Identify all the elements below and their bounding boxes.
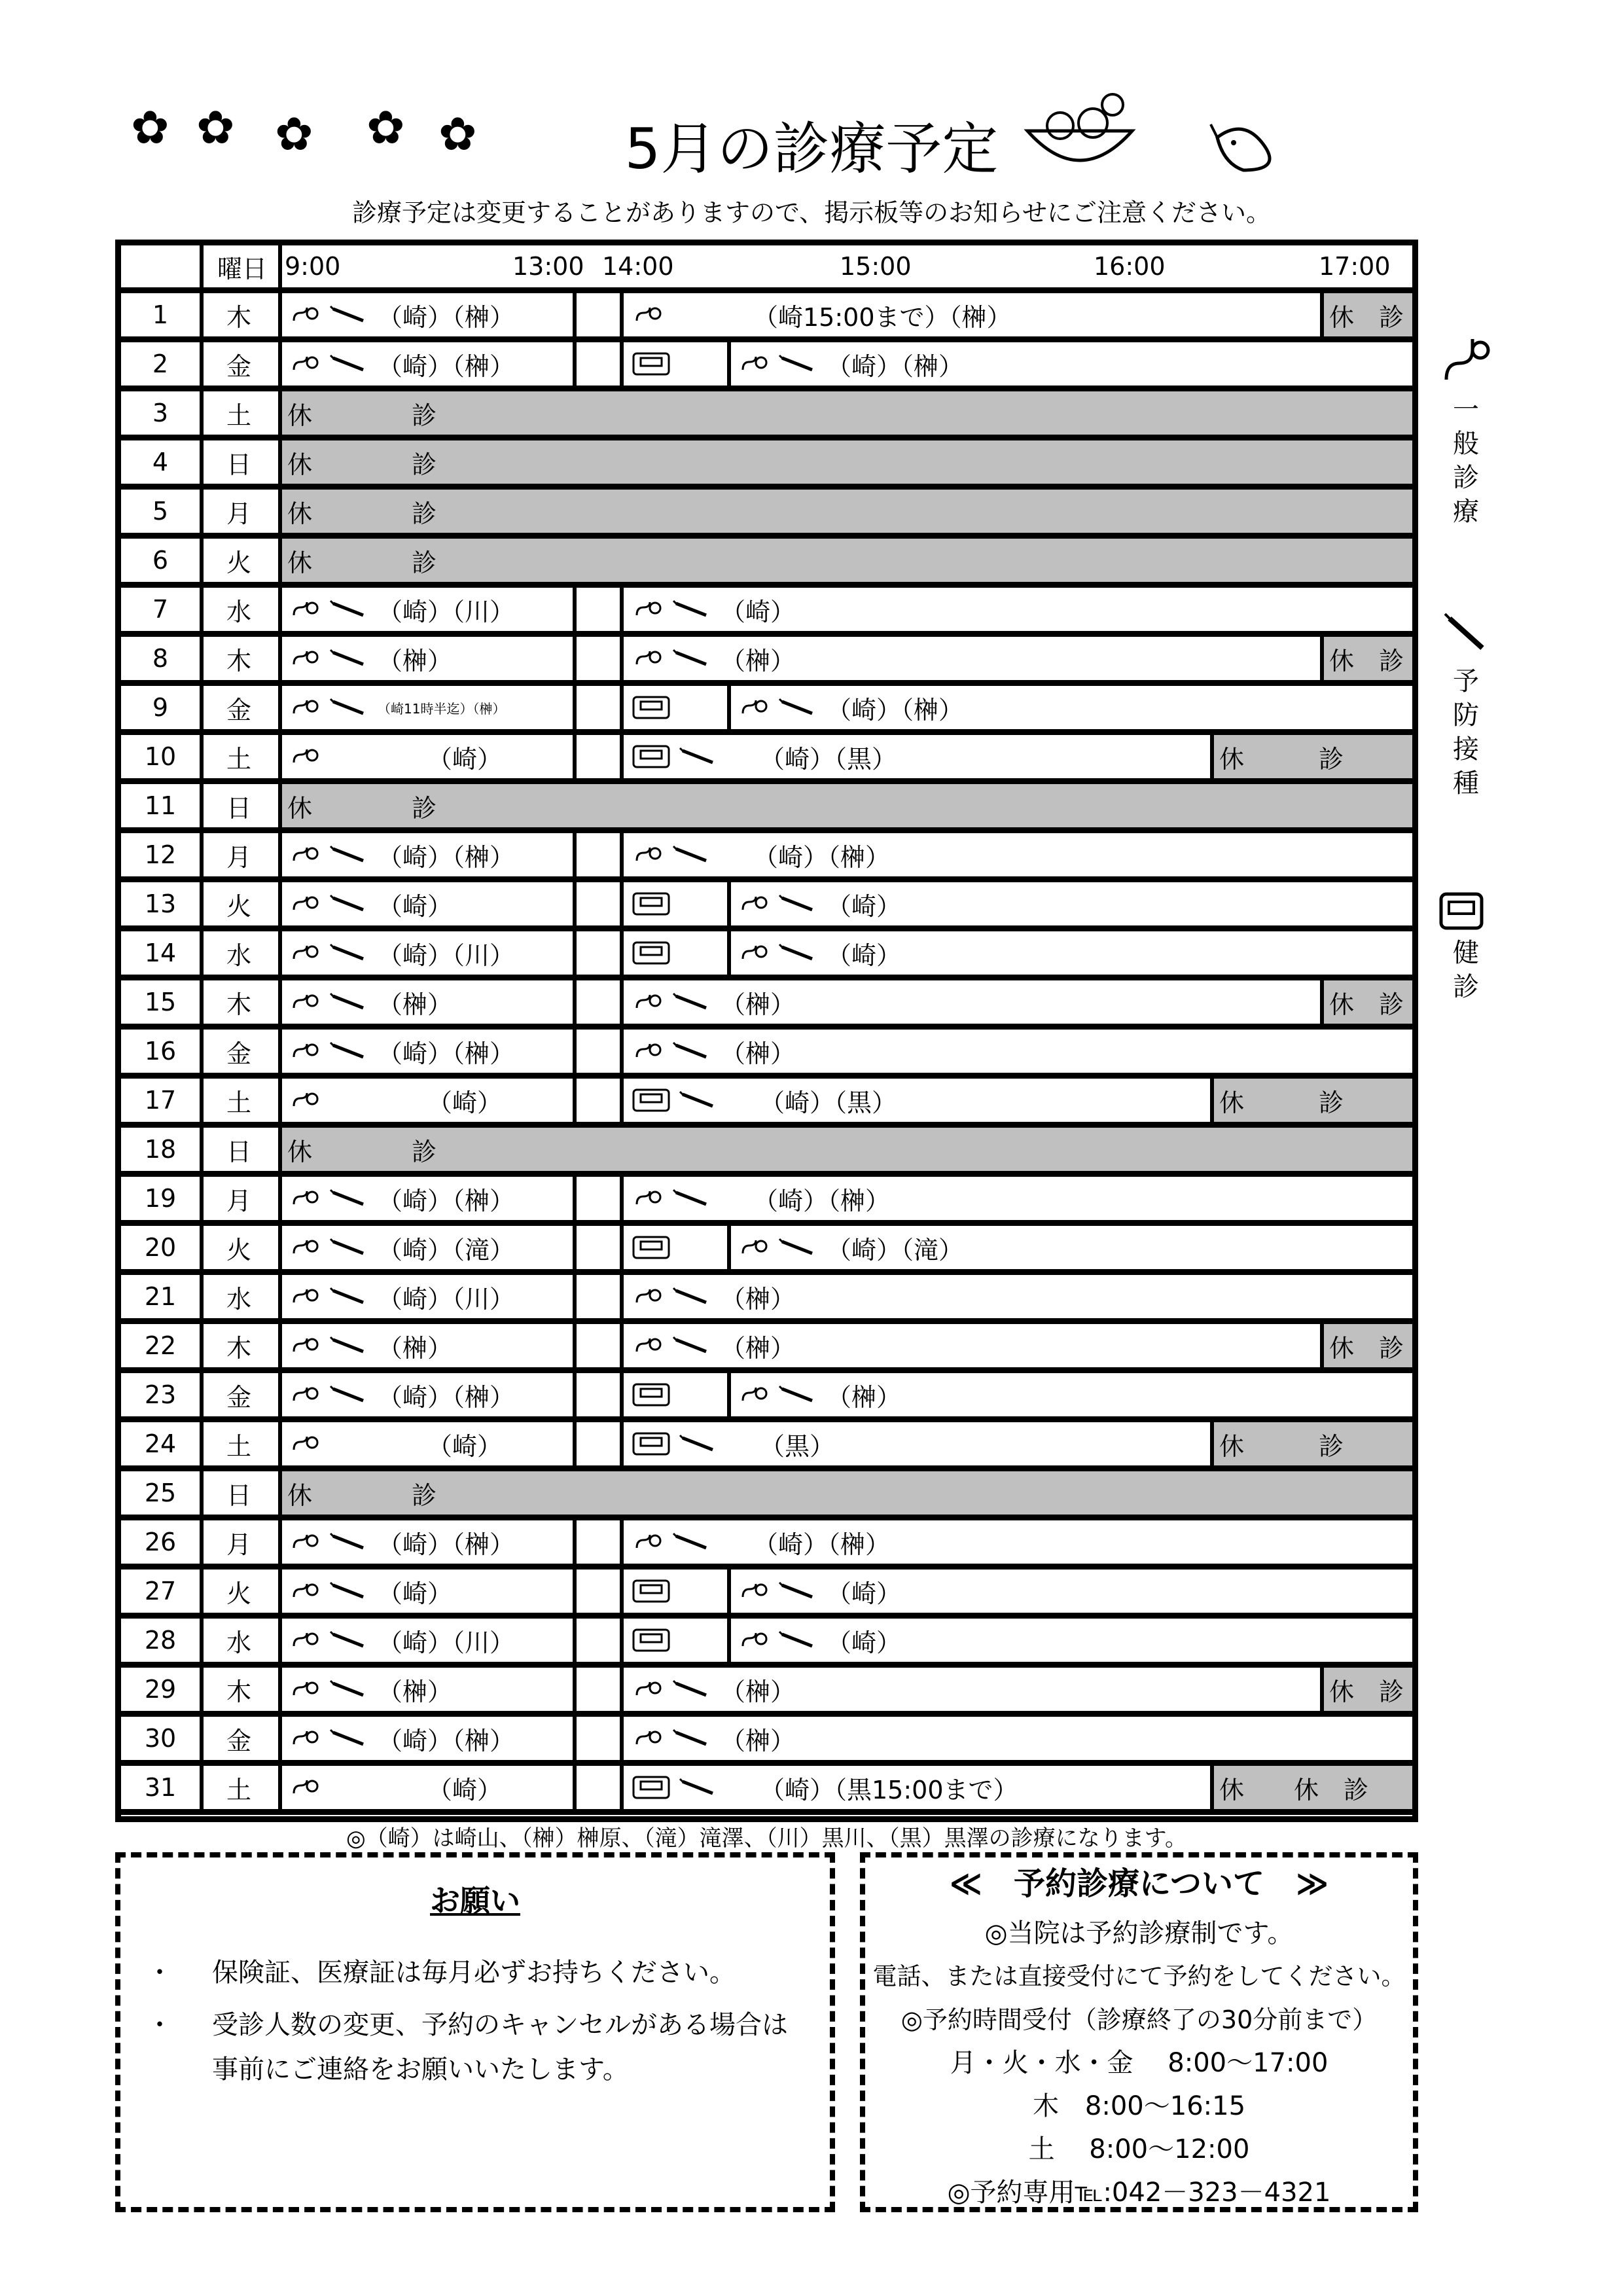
syringe-icon bbox=[329, 845, 371, 865]
afternoon-cell: （崎）（榊） bbox=[625, 342, 1412, 386]
weekday-cell: 日 bbox=[226, 450, 251, 479]
doctor-footnote: ◎（崎）は崎山、（榊）榊原、（滝）滝澤、（川）黒川、（黒）黒澤の診療になります。 bbox=[346, 1825, 1187, 1852]
syringe-icon bbox=[679, 1090, 721, 1110]
stethoscope-icon bbox=[740, 894, 770, 914]
schedule-row bbox=[121, 637, 1412, 686]
time-15: 15:00 bbox=[840, 252, 912, 281]
morning-cell: （崎）（川） bbox=[282, 1275, 573, 1318]
checkup-kit-icon bbox=[632, 1088, 671, 1113]
stethoscope-icon bbox=[291, 305, 321, 325]
stethoscope-icon bbox=[634, 1532, 664, 1552]
afternoon-cell: （黒） bbox=[625, 1422, 1210, 1465]
page-title: 5月の診療予定 bbox=[624, 117, 999, 182]
closed-cell: 休 診 bbox=[282, 490, 1412, 533]
stethoscope-icon bbox=[634, 845, 664, 865]
stethoscope-icon bbox=[740, 1630, 770, 1650]
schedule-row bbox=[121, 588, 1412, 637]
syringe-icon bbox=[329, 1581, 371, 1601]
stethoscope-icon bbox=[1440, 334, 1492, 386]
syringe-icon bbox=[778, 894, 820, 914]
stethoscope-icon bbox=[634, 1336, 664, 1355]
syringe-icon bbox=[329, 1238, 371, 1257]
weekday-cell: 日 bbox=[226, 793, 251, 823]
morning-cell: （榊） bbox=[282, 1324, 573, 1367]
schedule-row bbox=[121, 1226, 1412, 1275]
date-cell: 13 bbox=[144, 889, 177, 918]
morning-cell: （崎）（川） bbox=[282, 588, 573, 631]
afternoon-cell: （榊） bbox=[625, 637, 1320, 680]
weekday-cell: 月 bbox=[226, 499, 251, 528]
stethoscope-icon bbox=[740, 943, 770, 963]
weekday-cell: 木 bbox=[226, 302, 251, 332]
reservation-line: ◎予約時間受付（診療終了の30分前まで） bbox=[901, 2005, 1378, 2034]
syringe-icon bbox=[672, 1532, 714, 1552]
date-cell: 26 bbox=[144, 1528, 177, 1556]
time-13: 13:00 bbox=[512, 252, 584, 281]
date-cell: 31 bbox=[144, 1773, 177, 1802]
weekday-cell: 水 bbox=[226, 597, 251, 626]
checkup-kit-icon bbox=[632, 1382, 671, 1407]
checkup-kit-icon bbox=[1438, 891, 1484, 931]
schedule-row bbox=[121, 391, 1412, 440]
weekday-cell: 月 bbox=[226, 1186, 251, 1215]
weekday-cell: 土 bbox=[226, 401, 251, 430]
syringe-icon bbox=[329, 1630, 371, 1650]
closed-cell: 休 診 bbox=[1324, 637, 1412, 680]
weekday-cell: 水 bbox=[226, 1628, 251, 1657]
syringe-icon bbox=[329, 305, 371, 325]
closed-cell: 休 診 bbox=[1324, 1668, 1412, 1711]
day-of-week-header: 曜日 bbox=[217, 254, 267, 283]
date-cell: 29 bbox=[144, 1675, 177, 1704]
syringe-icon bbox=[329, 1729, 371, 1748]
morning-cell: （崎）（滝） bbox=[282, 1226, 573, 1269]
date-cell: 21 bbox=[144, 1282, 177, 1311]
syringe-icon bbox=[672, 1729, 714, 1748]
checkup-kit-icon bbox=[632, 351, 671, 376]
time-14: 14:00 bbox=[602, 252, 674, 281]
closed-cell: 休 診 bbox=[1214, 1422, 1412, 1465]
schedule-row bbox=[121, 1324, 1412, 1373]
syringe-icon bbox=[679, 1778, 721, 1797]
date-cell: 8 bbox=[152, 644, 169, 673]
morning-cell: （崎）（榊） bbox=[282, 1030, 573, 1073]
syringe-icon bbox=[672, 845, 714, 865]
morning-cell: （崎）（榊） bbox=[282, 1373, 573, 1416]
syringe-icon bbox=[672, 992, 714, 1012]
weekday-cell: 月 bbox=[226, 842, 251, 872]
weekday-cell: 木 bbox=[226, 1333, 251, 1363]
afternoon-cell: （崎）（黒15:00まで） bbox=[625, 1766, 1210, 1809]
schedule-row bbox=[121, 293, 1412, 342]
schedule-row bbox=[121, 1079, 1412, 1128]
morning-cell: （崎） bbox=[282, 882, 573, 925]
date-cell: 2 bbox=[152, 350, 169, 378]
schedule-row bbox=[121, 931, 1412, 980]
schedule-table bbox=[115, 240, 1418, 1822]
schedule-row bbox=[121, 1030, 1412, 1079]
bullet: ・ bbox=[147, 2010, 173, 2040]
morning-cell: （崎11時半迄）（榊） bbox=[282, 686, 573, 729]
syringe-icon bbox=[329, 1532, 371, 1552]
morning-cell: （崎） bbox=[282, 1422, 573, 1465]
syringe-icon bbox=[329, 698, 371, 717]
syringe-icon bbox=[778, 1630, 820, 1650]
weekday-cell: 木 bbox=[226, 990, 251, 1019]
date-cell: 25 bbox=[144, 1479, 177, 1507]
afternoon-cell: （榊） bbox=[625, 1668, 1320, 1711]
date-cell: 17 bbox=[144, 1086, 177, 1115]
stethoscope-icon bbox=[291, 649, 321, 668]
afternoon-cell: （崎）（滝） bbox=[625, 1226, 1412, 1269]
stethoscope-icon bbox=[291, 1679, 321, 1699]
request-item: ・ 受診人数の変更、予約のキャンセルがある場合は事前にご連絡をお願いいたします。 bbox=[147, 2003, 801, 2092]
checkup-kit-icon bbox=[632, 695, 671, 720]
flower-decoration: ✿ bbox=[196, 101, 235, 154]
morning-cell: （崎）（榊） bbox=[282, 293, 573, 336]
stethoscope-icon bbox=[291, 1189, 321, 1208]
afternoon-cell: （崎）（榊） bbox=[625, 1177, 1412, 1220]
syringe-icon bbox=[329, 354, 371, 374]
afternoon-cell: （崎15:00まで）（榊） bbox=[625, 293, 1320, 336]
schedule-row bbox=[121, 1766, 1412, 1815]
syringe-icon bbox=[672, 1287, 714, 1306]
schedule-row bbox=[121, 735, 1412, 784]
stethoscope-icon bbox=[634, 649, 664, 668]
closed-cell: 休 診 bbox=[282, 440, 1412, 484]
date-cell: 19 bbox=[144, 1184, 177, 1213]
afternoon-cell: （崎）（榊） bbox=[625, 833, 1412, 876]
weekday-cell: 金 bbox=[226, 1726, 251, 1755]
schedule-row bbox=[121, 686, 1412, 735]
schedule-row bbox=[121, 1275, 1412, 1324]
weekday-cell: 火 bbox=[226, 548, 251, 577]
weekday-cell: 金 bbox=[226, 1039, 251, 1068]
morning-cell: （崎）（榊） bbox=[282, 342, 573, 386]
date-cell: 23 bbox=[144, 1380, 177, 1409]
date-cell: 1 bbox=[152, 300, 169, 329]
weekday-cell: 月 bbox=[226, 1530, 251, 1559]
time-9: 9:00 bbox=[285, 252, 341, 281]
stethoscope-icon bbox=[291, 698, 321, 717]
weekday-cell: 火 bbox=[226, 891, 251, 921]
checkup-kit-icon bbox=[632, 1628, 671, 1653]
stethoscope-icon bbox=[634, 305, 664, 325]
schedule-row bbox=[121, 833, 1412, 882]
syringe-icon bbox=[672, 1189, 714, 1208]
stethoscope-icon bbox=[740, 1581, 770, 1601]
closed-cell: 休 診 bbox=[282, 1471, 1412, 1515]
weekday-cell: 土 bbox=[226, 1431, 251, 1461]
date-cell: 12 bbox=[144, 840, 177, 869]
stethoscope-icon bbox=[291, 845, 321, 865]
closed-cell: 休 診 bbox=[1214, 735, 1412, 778]
weekday-cell: 火 bbox=[226, 1235, 251, 1265]
request-title: お願い bbox=[430, 1883, 520, 1918]
schedule-row bbox=[121, 1619, 1412, 1668]
syringe-icon bbox=[329, 1336, 371, 1355]
morning-cell: （崎）（榊） bbox=[282, 1520, 573, 1564]
weekday-cell: 木 bbox=[226, 1677, 251, 1706]
morning-cell: （榊） bbox=[282, 980, 573, 1024]
syringe-icon bbox=[778, 1238, 820, 1257]
morning-cell: （榊） bbox=[282, 1668, 573, 1711]
schedule-row bbox=[121, 1373, 1412, 1422]
date-cell: 27 bbox=[144, 1577, 177, 1605]
reservation-title: ≪ 予約診療について ≫ bbox=[949, 1865, 1329, 1902]
morning-cell: （崎） bbox=[282, 1766, 573, 1809]
schedule-row bbox=[121, 1128, 1412, 1177]
date-cell: 4 bbox=[152, 448, 169, 476]
request-item: ・ 保険証、医療証は毎月必ずお持ちください。 bbox=[147, 1956, 801, 1990]
page-subtitle: 診療予定は変更することがありますので、掲示板等のお知らせにご注意ください。 bbox=[351, 198, 1272, 227]
syringe-icon bbox=[329, 649, 371, 668]
time-16: 16:00 bbox=[1094, 252, 1166, 281]
weekday-cell: 金 bbox=[226, 695, 251, 725]
afternoon-cell: （崎） bbox=[625, 1619, 1412, 1662]
weekday-cell: 火 bbox=[226, 1579, 251, 1608]
checkup-kit-icon bbox=[632, 1431, 671, 1456]
closed-cell: 休 休 診 bbox=[1214, 1766, 1412, 1809]
time-17: 17:00 bbox=[1319, 252, 1391, 281]
checkup-kit-icon bbox=[632, 1579, 671, 1604]
schedule-row bbox=[121, 1471, 1412, 1520]
morning-cell: （崎） bbox=[282, 735, 573, 778]
closed-cell: 休 診 bbox=[1214, 1079, 1412, 1122]
morning-cell: （崎） bbox=[282, 1079, 573, 1122]
date-cell: 22 bbox=[144, 1331, 177, 1360]
date-cell: 15 bbox=[144, 988, 177, 1016]
syringe-icon bbox=[329, 1041, 371, 1061]
syringe-icon bbox=[778, 698, 820, 717]
weekday-cell: 日 bbox=[226, 1137, 251, 1166]
flower-decoration: ✿ bbox=[131, 101, 169, 154]
stethoscope-icon bbox=[291, 1238, 321, 1257]
afternoon-cell: （崎）（黒） bbox=[625, 1079, 1210, 1122]
legend-general: 一般診療 bbox=[1453, 395, 1479, 527]
afternoon-cell: （崎）（榊） bbox=[625, 686, 1412, 729]
weekday-cell: 土 bbox=[226, 1775, 251, 1804]
syringe-icon bbox=[1440, 609, 1492, 661]
flower-decoration: ✿ bbox=[366, 101, 405, 154]
syringe-icon bbox=[672, 649, 714, 668]
reservation-hours: 土 8:00～12:00 bbox=[1028, 2134, 1250, 2164]
date-cell: 28 bbox=[144, 1626, 177, 1655]
afternoon-cell: （崎） bbox=[625, 931, 1412, 975]
syringe-icon bbox=[778, 1581, 820, 1601]
weekday-cell: 金 bbox=[226, 1382, 251, 1412]
stethoscope-icon bbox=[291, 600, 321, 619]
date-cell: 3 bbox=[152, 399, 169, 427]
date-cell: 30 bbox=[144, 1724, 177, 1753]
date-cell: 5 bbox=[152, 497, 169, 526]
schedule-row bbox=[121, 1520, 1412, 1570]
schedule-row bbox=[121, 980, 1412, 1030]
schedule-row bbox=[121, 1668, 1412, 1717]
syringe-icon bbox=[329, 1385, 371, 1405]
reservation-hours: 木 8:00～16:15 bbox=[1032, 2091, 1246, 2121]
afternoon-cell: （榊） bbox=[625, 1717, 1412, 1760]
stethoscope-icon bbox=[291, 1336, 321, 1355]
stethoscope-icon bbox=[634, 1189, 664, 1208]
date-cell: 24 bbox=[144, 1429, 177, 1458]
stethoscope-icon bbox=[740, 1385, 770, 1405]
stethoscope-icon bbox=[634, 1679, 664, 1699]
afternoon-cell: （崎）（榊） bbox=[625, 1520, 1412, 1564]
weekday-cell: 土 bbox=[226, 744, 251, 774]
date-cell: 16 bbox=[144, 1037, 177, 1066]
schedule-row bbox=[121, 1422, 1412, 1471]
checkup-kit-icon bbox=[632, 1235, 671, 1260]
schedule-row bbox=[121, 784, 1412, 833]
afternoon-cell: （崎）（黒） bbox=[625, 735, 1210, 778]
checkup-kit-icon bbox=[632, 941, 671, 965]
morning-cell: （崎）（榊） bbox=[282, 1177, 573, 1220]
afternoon-cell: （崎） bbox=[625, 882, 1412, 925]
weekday-cell: 日 bbox=[226, 1480, 251, 1510]
checkup-kit-icon bbox=[632, 744, 671, 769]
syringe-icon bbox=[329, 943, 371, 963]
stethoscope-icon bbox=[291, 1287, 321, 1306]
morning-cell: （崎）（榊） bbox=[282, 1717, 573, 1760]
morning-cell: （崎）（川） bbox=[282, 1619, 573, 1662]
date-cell: 10 bbox=[144, 742, 177, 771]
afternoon-cell: （榊） bbox=[625, 1373, 1412, 1416]
syringe-icon bbox=[329, 600, 371, 619]
syringe-icon bbox=[778, 354, 820, 374]
stethoscope-icon bbox=[291, 894, 321, 914]
schedule-row bbox=[121, 342, 1412, 391]
syringe-icon bbox=[672, 1679, 714, 1699]
schedule-row bbox=[121, 1717, 1412, 1766]
afternoon-cell: （榊） bbox=[625, 1030, 1412, 1073]
closed-cell: 休 診 bbox=[282, 539, 1412, 582]
flower-decoration: ✿ bbox=[438, 107, 477, 161]
reservation-phone: ◎予約専用℡:042－323－4321 bbox=[947, 2178, 1331, 2208]
schedule-row bbox=[121, 882, 1412, 931]
closed-cell: 休 診 bbox=[282, 784, 1412, 827]
stethoscope-icon bbox=[291, 992, 321, 1012]
stethoscope-icon bbox=[291, 747, 321, 766]
syringe-icon bbox=[329, 1189, 371, 1208]
stethoscope-icon bbox=[291, 1729, 321, 1748]
syringe-icon bbox=[778, 1385, 820, 1405]
reservation-line: ◎当院は予約診療制です。 bbox=[984, 1918, 1294, 1948]
afternoon-cell: （榊） bbox=[625, 980, 1320, 1024]
date-cell: 9 bbox=[152, 693, 169, 722]
stethoscope-icon bbox=[740, 1238, 770, 1257]
stethoscope-icon bbox=[634, 600, 664, 619]
stethoscope-icon bbox=[740, 354, 770, 374]
flower-decoration: ✿ bbox=[275, 107, 313, 161]
weekday-cell: 木 bbox=[226, 646, 251, 675]
date-cell: 14 bbox=[144, 939, 177, 967]
syringe-icon bbox=[329, 992, 371, 1012]
syringe-icon bbox=[672, 600, 714, 619]
stethoscope-icon bbox=[634, 1041, 664, 1061]
schedule-header bbox=[121, 245, 1412, 293]
syringe-icon bbox=[329, 1287, 371, 1306]
checkup-kit-icon bbox=[632, 1775, 671, 1800]
legend-checkup: 健診 bbox=[1453, 938, 1479, 1002]
weekday-cell: 土 bbox=[226, 1088, 251, 1117]
stethoscope-icon bbox=[634, 1729, 664, 1748]
syringe-icon bbox=[329, 894, 371, 914]
schedule-row bbox=[121, 539, 1412, 588]
legend-vaccine: 予防接種 bbox=[1453, 666, 1479, 798]
stethoscope-icon bbox=[291, 1090, 321, 1110]
date-cell: 6 bbox=[152, 546, 169, 575]
syringe-icon bbox=[672, 1336, 714, 1355]
stethoscope-icon bbox=[291, 1434, 321, 1454]
schedule-row bbox=[121, 440, 1412, 490]
schedule-row bbox=[121, 1570, 1412, 1619]
morning-cell: （崎）（川） bbox=[282, 931, 573, 975]
afternoon-cell: （榊） bbox=[625, 1275, 1412, 1318]
reservation-box bbox=[860, 1852, 1418, 2212]
afternoon-cell: （崎） bbox=[625, 588, 1412, 631]
weekday-cell: 水 bbox=[226, 941, 251, 970]
closed-cell: 休 診 bbox=[282, 1128, 1412, 1171]
schedule-row bbox=[121, 1177, 1412, 1226]
syringe-icon bbox=[679, 1434, 721, 1454]
syringe-icon bbox=[329, 1679, 371, 1699]
syringe-icon bbox=[679, 747, 721, 766]
schedule-row bbox=[121, 490, 1412, 539]
stethoscope-icon bbox=[291, 943, 321, 963]
reservation-hours: 月・火・水・金 8:00～17:00 bbox=[950, 2048, 1329, 2078]
checkup-kit-icon bbox=[632, 891, 671, 916]
stethoscope-icon bbox=[634, 992, 664, 1012]
stethoscope-icon bbox=[740, 698, 770, 717]
morning-cell: （崎）（榊） bbox=[282, 833, 573, 876]
date-cell: 11 bbox=[144, 791, 177, 820]
date-cell: 7 bbox=[152, 595, 169, 624]
morning-cell: （崎） bbox=[282, 1570, 573, 1613]
stethoscope-icon bbox=[291, 1630, 321, 1650]
afternoon-cell: （榊） bbox=[625, 1324, 1320, 1367]
closed-cell: 休 診 bbox=[1324, 293, 1412, 336]
weekday-cell: 金 bbox=[226, 351, 251, 381]
stethoscope-icon bbox=[291, 1778, 321, 1797]
date-cell: 18 bbox=[144, 1135, 177, 1164]
stethoscope-icon bbox=[291, 1385, 321, 1405]
stethoscope-icon bbox=[291, 354, 321, 374]
bullet: ・ bbox=[147, 1958, 173, 1988]
syringe-icon bbox=[778, 943, 820, 963]
reservation-line: 電話、または直接受付にて予約をしてください。 bbox=[872, 1962, 1406, 1990]
closed-cell: 休 診 bbox=[1324, 980, 1412, 1024]
date-cell: 20 bbox=[144, 1233, 177, 1262]
weekday-cell: 水 bbox=[226, 1284, 251, 1314]
stethoscope-icon bbox=[291, 1581, 321, 1601]
syringe-icon bbox=[672, 1041, 714, 1061]
afternoon-cell: （崎） bbox=[625, 1570, 1412, 1613]
request-box bbox=[115, 1852, 835, 2212]
stethoscope-icon bbox=[291, 1041, 321, 1061]
closed-cell: 休 診 bbox=[1324, 1324, 1412, 1367]
closed-cell: 休 診 bbox=[282, 391, 1412, 435]
morning-cell: （榊） bbox=[282, 637, 573, 680]
stethoscope-icon bbox=[291, 1532, 321, 1552]
stethoscope-icon bbox=[634, 1287, 664, 1306]
